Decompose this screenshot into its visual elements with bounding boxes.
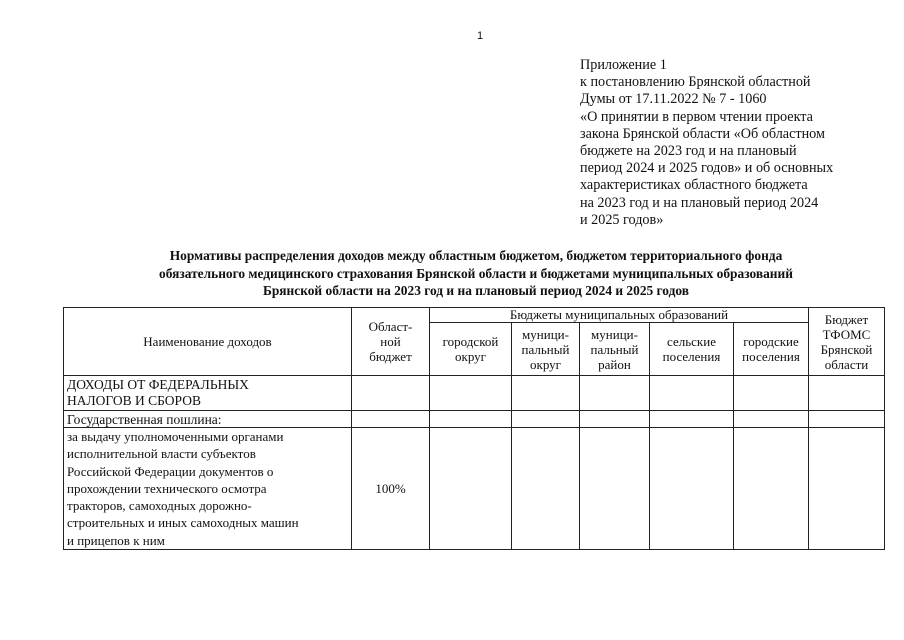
title-line: обязательного медицинского страхования Брянской области и бюджетами муниципальных образований [159, 265, 793, 281]
page-number: 1 [476, 30, 484, 42]
appendix-line: и 2025 годов» [580, 211, 664, 228]
table-row [64, 411, 885, 428]
appendix-line: к постановлению Брянской областной [580, 74, 811, 91]
revenue-item-description: за выдачу уполномоченными органами исполнительной власти субъектов Российской Федерации документов о прохождении технического осмотра тракторов, самоходных дорожно- строительных и иных самоходных машин и прицепов к ним [64, 428, 352, 550]
header-regional-budget: Област- ной бюджет [352, 308, 430, 376]
title-line: Нормативы распределения доходов между областным бюджетом, бюджетом территориального фонда [169, 248, 783, 263]
header-municipal-district: муници- пальный округ [512, 323, 580, 376]
table-row [64, 376, 885, 411]
appendix-line: на 2023 год и на плановый период 2024 [580, 194, 819, 211]
title-line: Брянской области на 2023 год и на плановый период 2024 и 2025 годов [263, 283, 689, 298]
appendix-reference [580, 57, 880, 229]
header-municipal-budgets: Бюджеты муниципальных образований [430, 308, 809, 323]
header-rural-settlements: сельские поселения [650, 323, 734, 376]
section-heading: ДОХОДЫ ОТ ФЕДЕРАЛЬНЫХ НАЛОГОВ И СБОРОВ [64, 376, 352, 411]
appendix-line: «О принятии в первом чтении проекта [580, 108, 813, 125]
header-municipal-raion: муници- пальный район [580, 323, 650, 376]
header-city-district: городской округ [430, 323, 512, 376]
subsection-heading: Государственная пошлина: [64, 411, 352, 428]
appendix-line: характеристиках областного бюджета [580, 177, 808, 194]
appendix-line: период 2024 и 2025 годов» и об основных [580, 160, 834, 177]
header-urban-settlements: городские поселения [734, 323, 809, 376]
header-tfoms-budget: Бюджет ТФОМС Брянской области [809, 308, 885, 376]
revenue-distribution-table [63, 307, 885, 550]
appendix-line: бюджете на 2023 год и на плановый [580, 143, 797, 160]
document-title [60, 247, 892, 300]
appendix-line: Думы от 17.11.2022 № 7 - 1060 [580, 91, 767, 108]
appendix-line: закона Брянской области «Об областном [580, 125, 825, 142]
regional-budget-share: 100% [352, 428, 430, 550]
appendix-line: Приложение 1 [580, 57, 667, 73]
table-row [64, 428, 885, 550]
header-revenue-name: Наименование доходов [64, 308, 352, 376]
